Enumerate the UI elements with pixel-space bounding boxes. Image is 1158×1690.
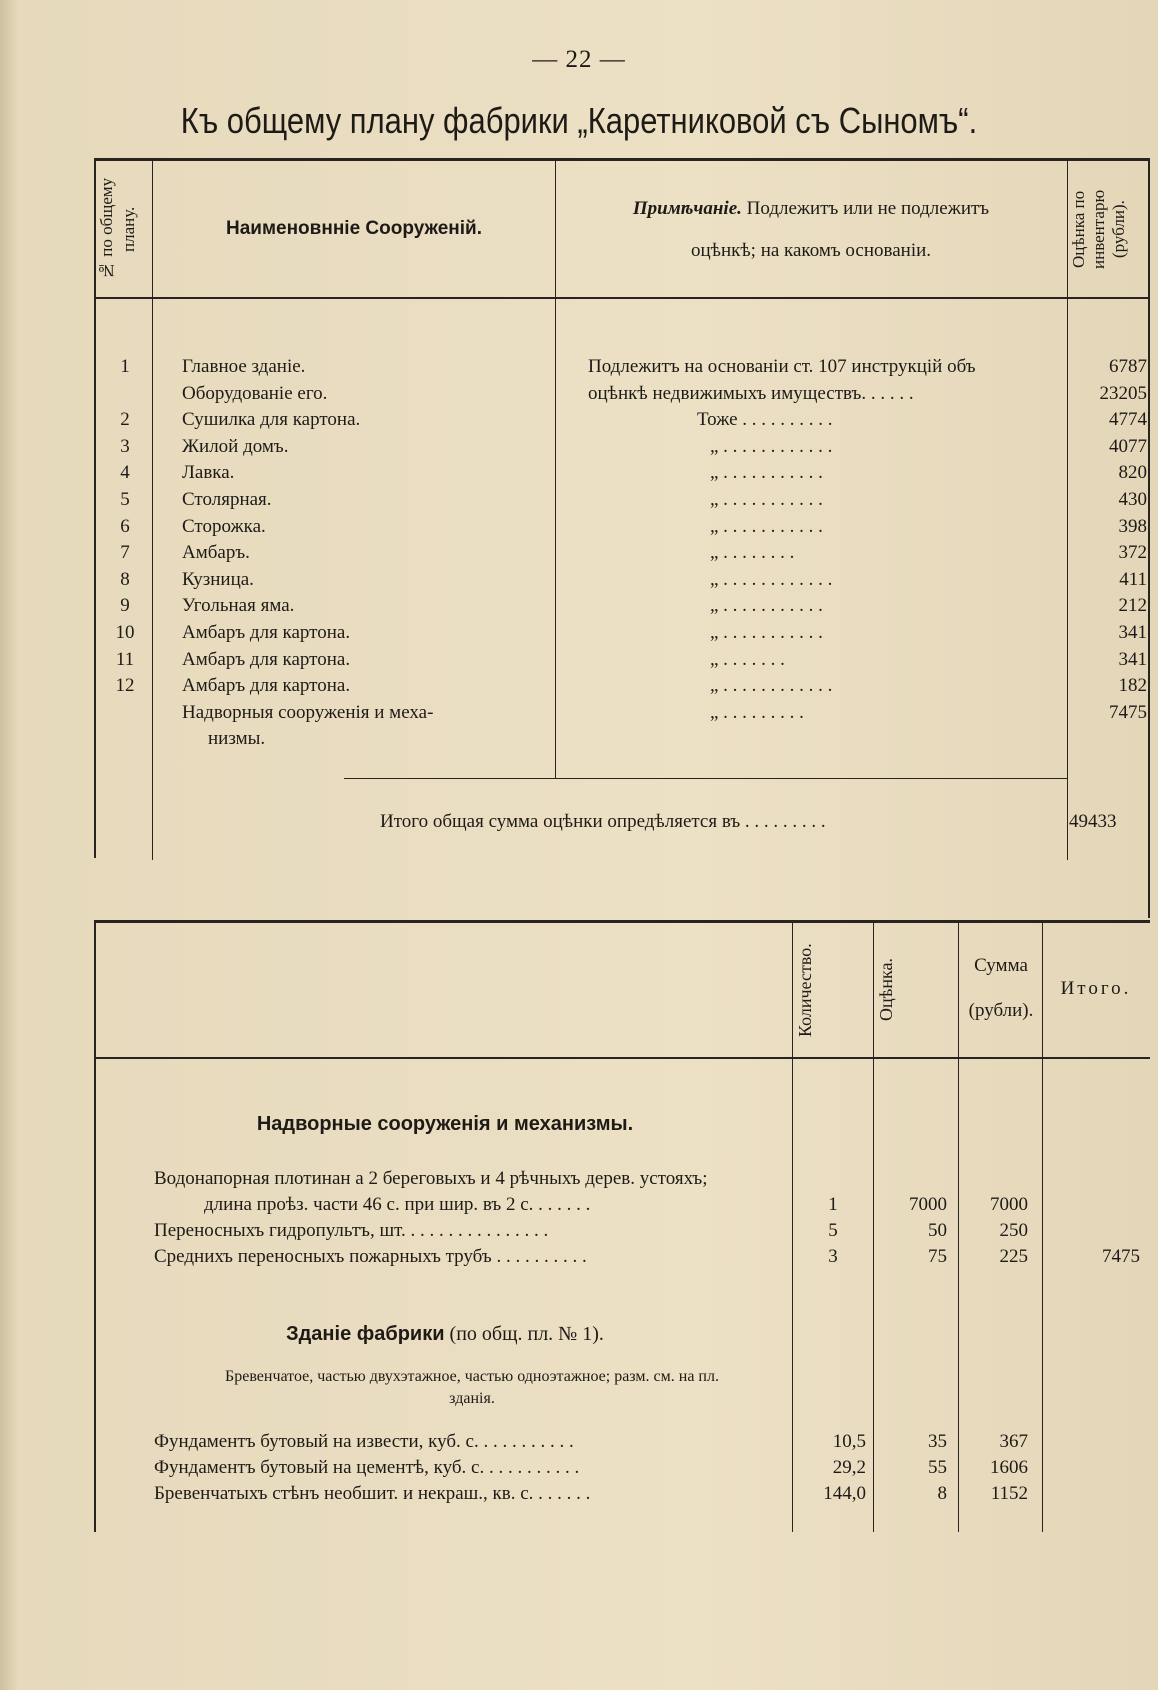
row-name: Сушилка для картона. [182, 409, 361, 430]
line-item: Водонапорная плотинан а 2 береговыхъ и 4 рѣчныхъ дерев. устояхъ; [154, 1168, 708, 1189]
line-rate: 8 [937, 1483, 947, 1504]
line-rate: 50 [928, 1220, 947, 1241]
header-quantity: Количество. [795, 943, 815, 1037]
header-sum-unit: (рубли). [968, 1000, 1034, 1021]
row-note: „ . . . . . . . . . . . . [710, 569, 833, 590]
row-value: 820 [1118, 462, 1147, 483]
row-value: 341 [1118, 649, 1147, 670]
page-title: Къ общему плану фабрики „Каретниковой съ Сыномъ“. [180, 100, 978, 141]
table2-col-rule [958, 920, 959, 1532]
row-name: Амбаръ для картона. [182, 675, 351, 696]
line-rate: 75 [928, 1246, 947, 1267]
row-number: 6 [120, 516, 130, 537]
row-value: 212 [1118, 595, 1147, 616]
line-quantity: 144,0 [823, 1483, 866, 1504]
row-number: 1 [120, 356, 130, 377]
line-item: Среднихъ переносныхъ пожарныхъ трубъ . . . . . . . . . . [154, 1246, 587, 1267]
line-quantity: 3 [828, 1246, 838, 1267]
row-number: 3 [120, 436, 130, 457]
row-number: 9 [120, 595, 130, 616]
row-note: „ . . . . . . . [710, 649, 785, 670]
line-item: Переносныхъ гидропультъ, шт. . . . . . . . . . . . . . . . [154, 1220, 549, 1241]
line-quantity: 1 [828, 1194, 838, 1215]
line-item: Бревенчатыхъ стѣнъ необшит. и некраш., кв. с. . . . . . . [154, 1483, 591, 1504]
line-sum: 7000 [990, 1194, 1028, 1215]
table2-top-rule [94, 920, 1150, 923]
row-name: Лавка. [182, 462, 235, 483]
row-name: Надворныя сооруженія и меха- [182, 702, 434, 723]
row-number: 4 [120, 462, 130, 483]
table1-header-rule [94, 297, 1150, 299]
line-quantity: 5 [828, 1220, 838, 1241]
line-item: Фундаментъ бутовый на цементѣ, куб. с. . . . . . . . . . . [154, 1457, 580, 1478]
row-number: 12 [115, 675, 135, 696]
header-rate: Оцѣнка. [876, 958, 896, 1022]
row-value: 23205 [1099, 383, 1147, 404]
row-number: 2 [120, 409, 130, 430]
table2-header-rule [94, 1057, 1150, 1059]
table2-left-rule [94, 920, 96, 1532]
table1-col-rule [555, 158, 556, 778]
header-sum: Сумма [974, 955, 1028, 976]
row-number: 5 [120, 489, 130, 510]
section-heading-factory-bold: Зданіе фабрики [286, 1323, 445, 1345]
header-note-line2: оцѣнкѣ; на какомъ основаніи. [690, 240, 932, 261]
row-name: Амбаръ для картона. [182, 649, 351, 670]
header-note-text: Подлежитъ или не подлежитъ [746, 198, 990, 219]
line-sum: 367 [999, 1431, 1028, 1452]
table1-col-rule [152, 158, 153, 860]
factory-description-line2: зданія. [449, 1390, 495, 1407]
row-name: Кузница. [182, 569, 254, 590]
line-sum: 225 [999, 1246, 1028, 1267]
row-note: „ . . . . . . . . . . . [710, 595, 823, 616]
line-total: 7475 [1102, 1246, 1140, 1267]
row-value: 4077 [1109, 436, 1147, 457]
line-item: Фундаментъ бутовый на извести, куб. с. . . . . . . . . . . [154, 1431, 574, 1452]
row-value: 411 [1119, 569, 1147, 590]
line-sum: 1606 [990, 1457, 1028, 1478]
row-note: „ . . . . . . . . . . . [710, 516, 823, 537]
row-value: 341 [1118, 622, 1147, 643]
row-value: 4774 [1109, 409, 1147, 430]
header-number: № по общему плану. [97, 177, 138, 281]
section-heading-factory-ref: (по общ. пл. № 1). [449, 1323, 604, 1345]
row-name: Главное зданіе. [182, 356, 306, 377]
row-name: Угольная яма. [182, 595, 295, 616]
table2-col-rule [792, 920, 793, 1532]
row-note: „ . . . . . . . . . [710, 702, 804, 723]
table1-col-rule [1067, 158, 1068, 860]
table1-top-rule [94, 158, 1150, 161]
header-note [557, 198, 1065, 220]
row-value: 398 [1118, 516, 1147, 537]
row-name: Жилой домъ. [182, 436, 289, 457]
row-name: Столярная. [182, 489, 272, 510]
table1-right-rule [1148, 158, 1150, 918]
line-rate: 35 [928, 1431, 947, 1452]
row-name: Сторожка. [182, 516, 266, 537]
factory-description: Бревенчатое, частью двухэтажное, частью одноэтажное; разм. см. на пл. [225, 1368, 719, 1385]
line-item: длина проѣз. части 46 с. при шир. въ 2 с. . . . . . . [204, 1194, 591, 1215]
row-note: Подлежитъ на основаніи ст. 107 инструкцій объ [588, 356, 976, 377]
line-quantity: 10,5 [832, 1431, 866, 1452]
line-sum: 250 [999, 1220, 1028, 1241]
page-number: — 22 — [532, 46, 626, 73]
row-value: 372 [1118, 542, 1147, 563]
row-number: 11 [115, 649, 135, 670]
row-note: Тоже . . . . . . . . . . [697, 409, 833, 430]
row-value: 182 [1118, 675, 1147, 696]
row-number: 7 [120, 542, 130, 563]
table2-col-rule [1042, 920, 1043, 1532]
line-rate: 7000 [909, 1194, 947, 1215]
table1-total-value: 49433 [1069, 811, 1117, 832]
row-name: Оборудованіе его. [182, 383, 328, 404]
header-name: Наименовнніе Сооруженій. [225, 218, 483, 239]
line-quantity: 29,2 [832, 1457, 866, 1478]
row-number: 8 [120, 569, 130, 590]
row-name: низмы. [208, 728, 266, 749]
row-note: „ . . . . . . . . [710, 542, 795, 563]
table1-subtotal-rule [344, 778, 1068, 779]
row-value: 430 [1118, 489, 1147, 510]
row-name: Амбаръ. [182, 542, 250, 563]
section-heading-factory [100, 1323, 790, 1346]
line-rate: 55 [928, 1457, 947, 1478]
table2-col-rule [873, 920, 874, 1532]
row-note: „ . . . . . . . . . . . . [710, 675, 833, 696]
row-note: „ . . . . . . . . . . . [710, 462, 823, 483]
table1-total-label: Итого общая сумма оцѣнки опредѣляется въ . . . . . . . . . [380, 811, 826, 832]
row-note: оцѣнкѣ недвижимыхъ имуществъ. . . . . . [588, 383, 914, 404]
row-note: „ . . . . . . . . . . . . [710, 436, 833, 457]
header-value: Оцѣнка по инвентарю (рубли). [1069, 189, 1128, 269]
header-total: Итого. [1060, 978, 1132, 999]
row-value: 6787 [1109, 356, 1147, 377]
row-number: 10 [115, 622, 135, 643]
row-note: „ . . . . . . . . . . . [710, 622, 823, 643]
line-sum: 1152 [990, 1483, 1028, 1504]
header-note-emphasis: Примѣчаніе. [632, 198, 742, 219]
row-note: „ . . . . . . . . . . . [710, 489, 823, 510]
row-value: 7475 [1109, 702, 1147, 723]
section-heading-yard: Надворные сооруженія и механизмы. [256, 1113, 634, 1135]
row-name: Амбаръ для картона. [182, 622, 351, 643]
